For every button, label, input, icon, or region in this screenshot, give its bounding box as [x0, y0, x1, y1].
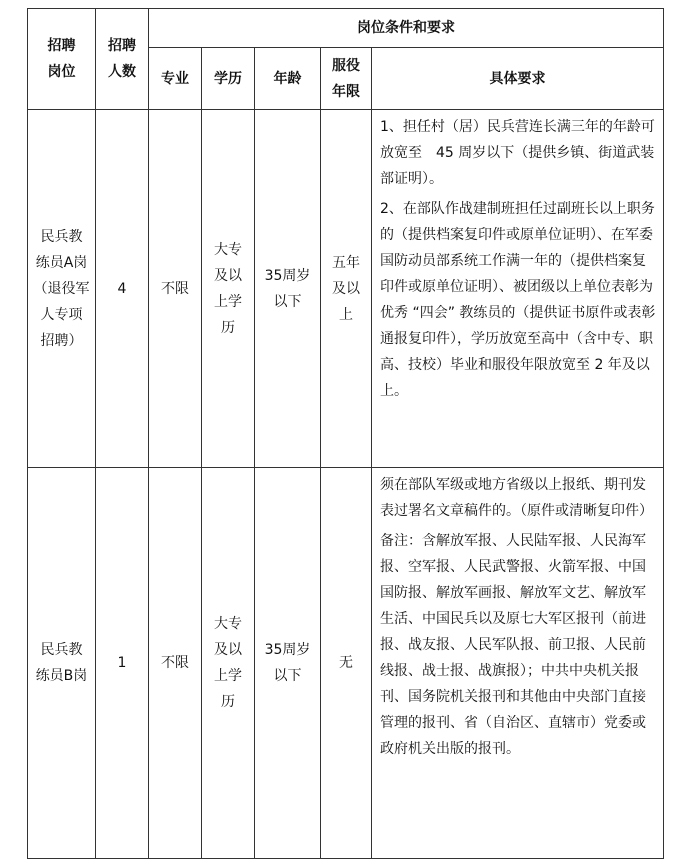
education-cell: 大专 及以 上学 历	[202, 110, 255, 468]
requirement-item: 备注：含解放军报、人民陆军报、人民海军报、空军报、人民武警报、火箭军报、中国国防报、解放军画报、解放军文艺、解放军生活、中国民兵以及原七大军区报刊（前进报、战友报、人民军队报、前卫报、人民前线报、战士报、战旗报）；中共中央机关报刊、国务院机关报刊和其他由中央部门直接管理的报刊、省（自治区、直辖市）党委或政府机关出版的报刊。	[380, 533, 646, 757]
requirements-cell	[372, 110, 664, 468]
table-row	[28, 468, 664, 859]
count-cell: 1	[96, 468, 149, 859]
position-cell: 民兵教 练员B岗	[28, 468, 96, 859]
count-cell: 4	[96, 110, 149, 468]
header-requirements: 具体要求	[372, 48, 664, 110]
service-years-cell: 无	[321, 468, 372, 859]
header-position: 招聘 岗位	[28, 9, 96, 110]
recruitment-table	[27, 8, 664, 859]
major-cell: 不限	[149, 468, 202, 859]
age-cell: 35周岁 以下	[255, 468, 321, 859]
service-years-cell: 五年 及以 上	[321, 110, 372, 468]
education-cell: 大专 及以 上学 历	[202, 468, 255, 859]
requirements-cell	[372, 468, 664, 859]
header-education: 学历	[202, 48, 255, 110]
header-major: 专业	[149, 48, 202, 110]
header-service-years: 服役 年限	[321, 48, 372, 110]
header-conditions: 岗位条件和要求	[149, 9, 664, 48]
requirement-item: 2、在部队作战建制班担任过副班长以上职务的（提供档案复印件或原单位证明）、在军委国防动员部系统工作满一年的（提供档案复印件或原单位证明）、被团级以上单位表彰为优秀 “四会” 教练员的（提供证书原件或表彰通报复印件），学历放宽至高中（含中专、职高、技校）毕业和服役年限放宽至 2 年及以上。	[380, 201, 656, 399]
header-age: 年龄	[255, 48, 321, 110]
table-row	[28, 110, 664, 468]
age-cell: 35周岁 以下	[255, 110, 321, 468]
header-count: 招聘 人数	[96, 9, 149, 110]
major-cell: 不限	[149, 110, 202, 468]
position-cell: 民兵教 练员A岗 （退役军 人专项 招聘）	[28, 110, 96, 468]
header-row-1	[28, 9, 664, 48]
requirement-item: 须在部队军级或地方省级以上报纸、期刊发表过署名文章稿件的。（原件或清晰复印件）	[380, 477, 653, 519]
requirement-item: 1、担任村（居）民兵营连长满三年的年龄可放宽至 45 周岁以下（提供乡镇、街道武装部证明）。	[380, 119, 655, 187]
